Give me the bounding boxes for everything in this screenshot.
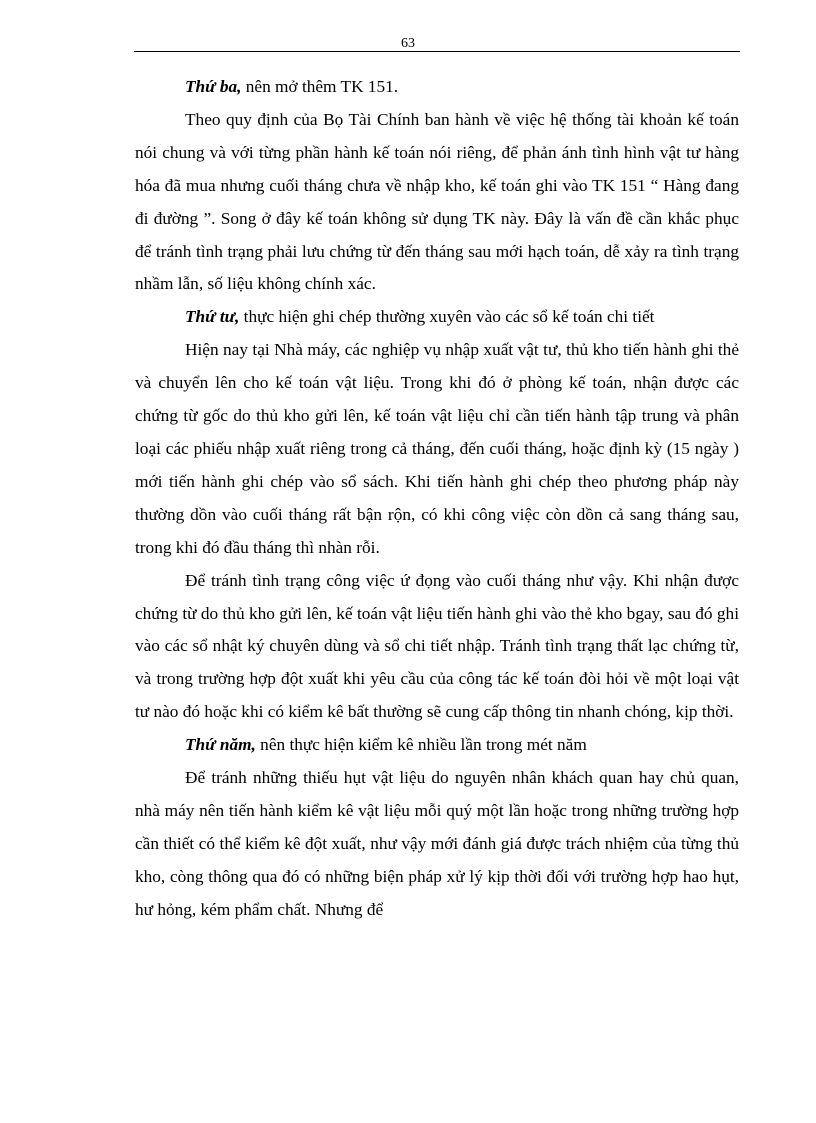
paragraph-inventory-check: Để tránh những thiếu hụt vật liệu do nguyên nhân khách quan hay chủ quan, nhà máy nên tiến hành kiểm kê vật liệu mỗi quý một lần hoặc trong những trường hợp cần thiết có thể kiểm kê đột xuất, như vậy mới đánh giá được trách nhiệm của từng thủ kho, còng thông qua đó có những biện pháp xử lý kịp thời đối với trường hợp hao hụt, hư hỏng, kém phẩm chất. Nhưng để: [135, 768, 739, 919]
paragraph-text: nên thực hiện kiểm kê nhiều lần trong mét năm: [255, 735, 587, 755]
paragraph-thu-ba: [135, 71, 739, 104]
lead-thu-ba: Thứ ba,: [185, 77, 242, 96]
paragraph-thu-nam: [135, 729, 739, 762]
paragraph-current-practice: Hiện nay tại Nhà máy, các nghiệp vụ nhập xuất vật tư, thủ kho tiến hành ghi thẻ và chuyển lên cho kế toán vật liệu. Trong khi đó ở phòng kế toán, nhận được các chứng từ gốc do thủ kho gửi lên, kế toán vật liệu chỉ cần tiến hành tập trung và phân loại các phiếu nhập xuất riêng trong cả tháng, đến cuối tháng, hoặc định kỳ (15 ngày ) mới tiến hành ghi chép vào sổ sách. Khi tiến hành ghi chép theo phương pháp này thường dồn vào cuối tháng rất bận rộn, có khi công việc còn dồn cả sang tháng sau, trong khi đó đầu tháng thì nhàn rỗi.: [135, 340, 739, 557]
lead-thu-nam: Thứ năm,: [185, 735, 256, 755]
paragraph-thu-tu: [135, 301, 739, 334]
page-number: 63: [401, 36, 415, 51]
paragraph-text: thực hiện ghi chép thường xuyên vào các sổ kế toán chi tiết: [239, 307, 655, 327]
paragraph-tk151-explanation: Theo quy định của Bọ Tài Chính ban hành về việc hệ thống tài khoản kế toán nói chung và với từng phần hành kế toán nói riêng, để phản ánh tình hình vật tư hàng hóa đã mua nhưng cuối tháng chưa về nhập kho, kế toán ghi vào TK 151 “ Hàng đang đi đường ”. Song ở đây kế toán không sử dụng TK này. Đây là vấn đề cần khắc phục để tránh tình trạng phải lưu chứng từ đến tháng sau mới hạch toán, dễ xảy ra tình trạng nhầm lẫn, số liệu không chính xác.: [135, 109, 739, 294]
document-body: [135, 71, 739, 927]
paragraph-recommendation: Để tránh tình trạng công việc ứ đọng vào cuối tháng như vậy. Khi nhận được chứng từ do thủ kho gửi lên, kế toán vật liệu tiến hành ghi vào thẻ kho bgay, sau đó ghi vào các sổ nhật ký chuyên dùng và sổ chi tiết nhập. Tránh tình trạng thất lạc chứng từ, và trong trường hợp đột xuất khi yêu cầu của công tác kế toán đòi hỏi về một loại vật tư nào đó hoặc khi có kiểm kê bất thường sẽ cung cấp thông tin nhanh chóng, kịp thời.: [135, 570, 739, 722]
header-divider: [134, 51, 740, 52]
paragraph-text: nên mở thêm TK 151.: [241, 77, 399, 96]
lead-thu-tu: Thứ tư,: [185, 307, 240, 327]
